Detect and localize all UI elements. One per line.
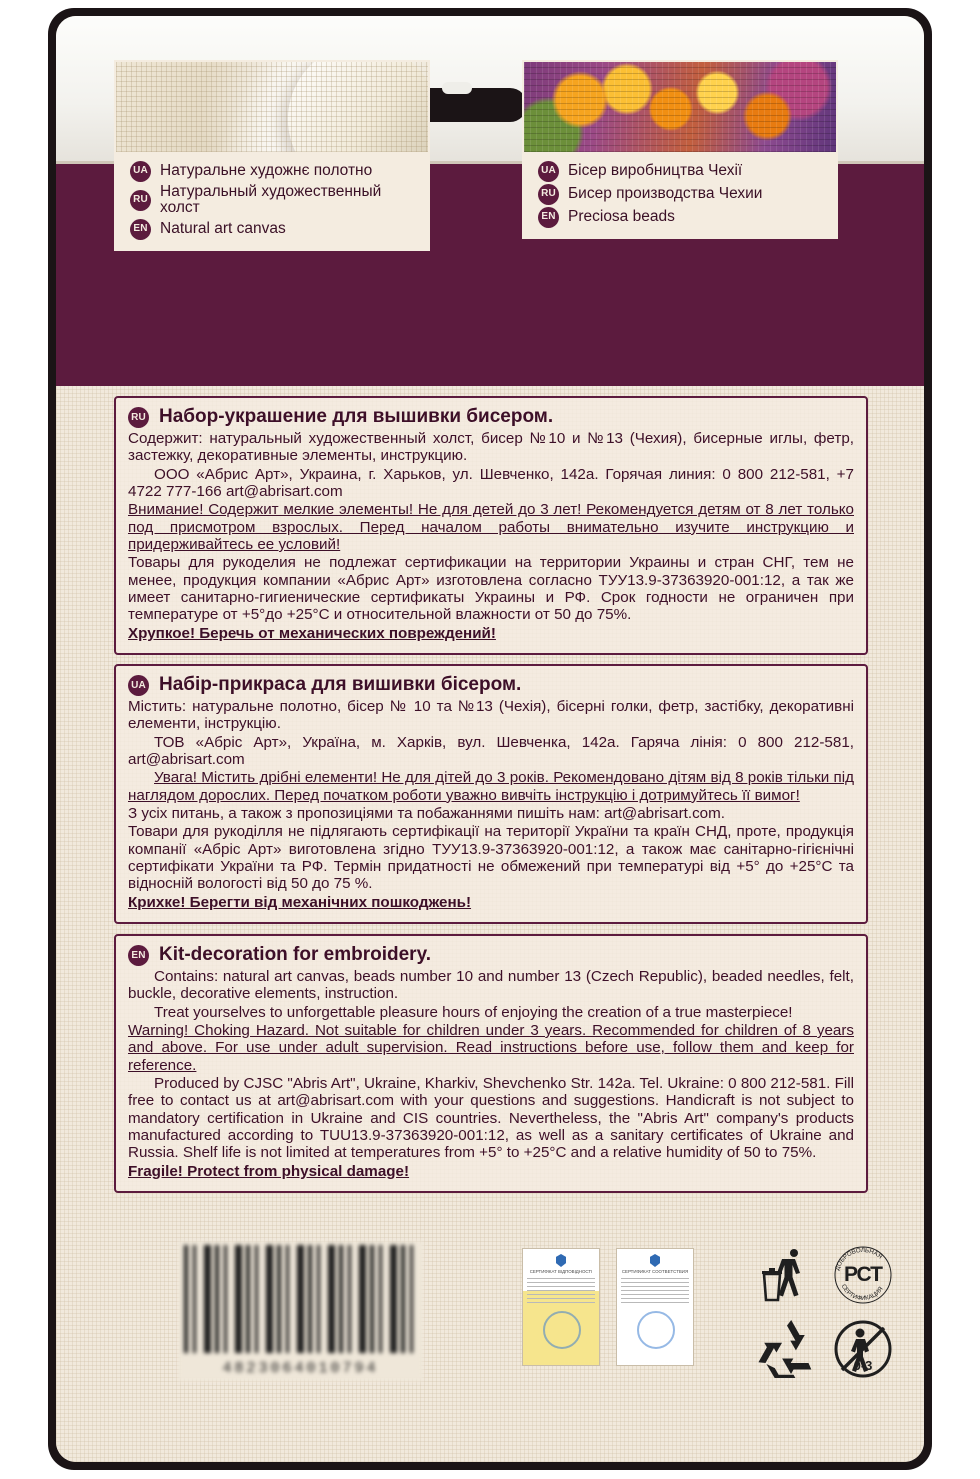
state-crest-icon (556, 1254, 566, 1267)
ru-contains: Содержит: натуральный художественный холст, бисер №10 и №13 (Чехия), бисерные иглы, фетр, застежку, декоративные элементы, инструкцию. (128, 430, 854, 465)
lang-badge-ru-icon: RU (128, 407, 149, 428)
lang-badge-ua-icon: UA (538, 161, 559, 182)
certificate-ukraine (522, 1248, 600, 1366)
section-title: Kit-decoration for embroidery. (159, 944, 432, 965)
ua-fragile: Крихке! Берегти від механічних пошкоджень! (128, 893, 472, 911)
canvas-roll-image (116, 62, 428, 152)
regulatory-icon-group (756, 1244, 896, 1380)
feature-text-ua: Натуральне художнє полотно (160, 162, 373, 180)
section-heading (128, 944, 854, 966)
en-warning: Warning! Choking Hazard. Not suitable for children under 3 years. Recommended for children of 8 years and above. For use under adult supervision. Read instructions before use, follow them and keep for reference. (128, 1021, 854, 1074)
feature-row-ua (130, 160, 418, 183)
beads-photo (522, 60, 838, 152)
feature-row-ua (538, 160, 826, 183)
section-english (114, 934, 868, 1193)
beads-embroidery-image (524, 62, 836, 152)
barcode-number: 4823064010794 (222, 1360, 379, 1377)
ru-company: ООО «Абрис Арт», Украина, г. Харьков, ул. Шевченко, 142а. Горячая линия: 0 800 212-581, +7 4722 777-166 art@abrisart.com (128, 465, 854, 500)
certificate-body-lines (527, 1278, 595, 1304)
section-russian (114, 396, 868, 655)
rst-arc-bottom-text: СЕРТИФИКАЦИЯ (839, 1283, 885, 1303)
certificate-thumbnails (522, 1248, 694, 1366)
lang-badge-ua-icon: UA (130, 161, 151, 182)
certificate-body-lines (621, 1278, 689, 1304)
lang-badge-ru-icon: RU (538, 184, 559, 205)
section-heading (128, 674, 854, 696)
rst-voluntary-certification-icon (832, 1244, 894, 1306)
section-title: Набор-украшение для вышивки бисером. (159, 406, 554, 427)
feature-text-en: Preciosa beads (568, 208, 675, 226)
feature-row-en (538, 206, 826, 229)
ua-contains: Містить: натуральне полотно, бісер № 10 та №13 (Чехія), бісерні голки, фетр, застібку, декоративні елементи, інструкцію. (128, 698, 854, 733)
ua-company: ТОВ «Абріс Арт», Україна, м. Харків, вул. Шевченка, 142а. Гаряча лінія: 0 800 212-581, art@abrisart.com (128, 733, 854, 768)
recycle-icon (756, 1318, 818, 1380)
barcode-bars (184, 1245, 417, 1353)
canvas-roll-shape (288, 60, 430, 152)
rst-mark-label: РСТ (844, 1263, 882, 1286)
lang-badge-ua-icon: UA (128, 675, 149, 696)
certificate-seal-icon (637, 1311, 675, 1349)
ru-fragile: Хрупкое! Беречь от механических повреждений! (128, 624, 496, 642)
section-heading (128, 406, 854, 428)
beads-feature-list (522, 152, 838, 239)
rst-arc-top-text: ДОБРОВОЛЬНАЯ (833, 1246, 884, 1272)
lang-badge-en-icon: EN (538, 207, 559, 228)
feature-row-ru (130, 183, 418, 218)
certificate-title: СЕРТИФІКАТ ВІДПОВІДНОСТІ (529, 1269, 593, 1274)
certificate-russia (616, 1248, 694, 1366)
state-crest-icon (650, 1254, 660, 1267)
lang-badge-en-icon: EN (130, 219, 151, 240)
ua-warning: Увага! Містить дрібні елементи! Не для дітей до 3 років. Рекомендовано дітям від 8 років тільки під наглядом дорослих. Перед початком роботи уважно вивчіть інструкцію і дотримуйтесь її вимог! (128, 769, 854, 804)
lang-badge-ru-icon: RU (130, 190, 151, 211)
ru-warning: Внимание! Содержит мелкие элементы! Не для детей до 3 лет! Рекомендуется детям от 8 лет только под присмотром взрослых. Перед началом работы внимательно изучите инструкцию и придерживайтесь ее условий! (128, 501, 854, 553)
do-not-litter-icon (756, 1244, 818, 1306)
canvas-feature-list (114, 152, 430, 251)
en-marketing: Treat yourselves to unforgettable pleasure hours of enjoying the creation of a true masterpiece! (154, 1003, 793, 1021)
ua-contact: З усіх питань, а також з пропозиціями та побажаннями пишіть нам: art@abrisart.com. (128, 804, 725, 822)
feature-row-en (130, 218, 418, 241)
canvas-photo (114, 60, 430, 152)
feature-text-en: Natural art canvas (160, 219, 286, 237)
feature-text-ru: Бисер производства Чехии (568, 185, 763, 203)
feature-canvas (114, 60, 430, 251)
lang-badge-en-icon: EN (128, 945, 149, 966)
ua-certification: Товари для рукоділля не підлягають сертифікації на території України та країн СНД, проте, продукція компанії «Абріс Арт» виготовлена згідно ТУУ13.9-37363920-001:12, а також має санітарно-гігієнічні сертифікати України та РФ. Термін придатності не обмежений при температурі від +5° до +25°С та відносній вологості від 50 до 75 %. (128, 823, 854, 893)
feature-text-ru: Натуральный художественный холст (160, 183, 382, 217)
feature-beads (522, 60, 838, 239)
feature-row-ru (538, 183, 826, 206)
en-fragile: Fragile! Protect from physical damage! (128, 1162, 410, 1180)
certificate-title: СЕРТИФИКАТ СООТВЕТСТВИЯ (621, 1269, 689, 1274)
age-label: 0-3 (853, 1358, 873, 1373)
feature-text-ua: Бісер виробництва Чехії (568, 162, 743, 180)
package-face (56, 16, 924, 1462)
section-title: Набір-прикраса для вишивки бісером. (159, 674, 522, 695)
ru-certification: Товары для рукоделия не подлежат сертификации на территории Украины и стран СНГ, тем не менее, продукция компании «Абрис Арт» изготовлена согласно ТУУ13.9-37363920-001:12, а так же имеет санитарно-гигиенические сертификаты Украины и РФ. Срок годности не ограничен при температуре от +5°до +25°С и относительной влажности от 50 до 75%. (128, 554, 854, 624)
age-restriction-0-3-icon (832, 1318, 894, 1380)
hang-hole-slot (442, 82, 472, 94)
en-contains: Contains: natural art canvas, beads number 10 and number 13 (Czech Republic), beaded needles, felt, buckle, decorative elements, instruction. (128, 968, 854, 1003)
en-producer: Produced by CJSC "Abris Art", Ukraine, Kharkiv, Shevchenko Str. 142a. Tel. Ukraine: 0 800 212-581. Fill free to contact us at art@abrisart.com with your questions and suggestions. Handicraft is not subject to mandatory certification in Ukraine and CIS countries. Nevertheless, the "Abris Art" company's products manufactured according to TUU13.9-37363920-001:12, as well as a sanitary certificates of Ukraine and Russia. Shelf life is not limited at temperatures from +5° to +25°C and a relative humidity of 50 to 75%. (128, 1074, 854, 1162)
section-ukrainian (114, 664, 868, 924)
certificate-seal-icon (543, 1311, 581, 1349)
barcode (178, 1241, 423, 1381)
